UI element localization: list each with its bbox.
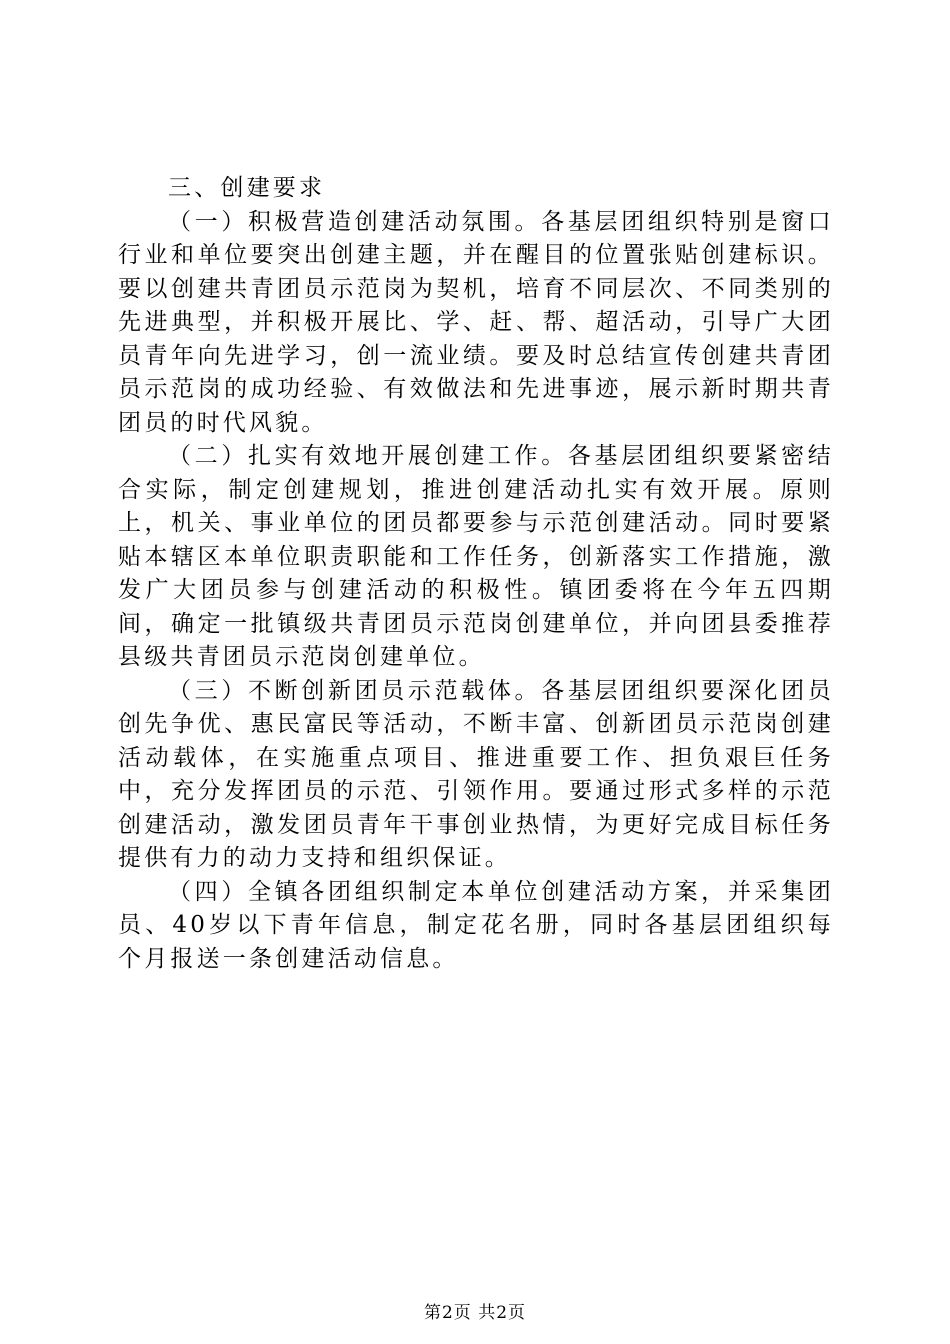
paragraph-2: （二）扎实有效地开展创建工作。各基层团组织要紧密结合实际，制定创建规划，推进创建活动扎实有效开展。原则上，机关、事业单位的团员都要参与示范创建活动。同时要紧贴本辖区本单位职责职能和工作任务，创新落实工作措施，激发广大团员参与创建活动的积极性。镇团委将在今年五四期间，确定一批镇级共青团员示范岗创建单位，并向团县委推荐县级共青团员示范岗创建单位。 bbox=[118, 443, 834, 670]
document-body bbox=[118, 172, 834, 976]
paragraph-3: （三）不断创新团员示范载体。各基层团组织要深化团员创先争优、惠民富民等活动，不断丰富、创新团员示范岗创建活动载体，在实施重点项目、推进重要工作、担负艰巨任务中，充分发挥团员的示范、引领作用。要通过形式多样的示范创建活动，激发团员青年干事创业热情，为更好完成目标任务提供有力的动力支持和组织保证。 bbox=[118, 677, 834, 871]
paragraph-4: （四）全镇各团组织制定本单位创建活动方案，并采集团员、40岁以下青年信息，制定花名册，同时各基层团组织每个月报送一条创建活动信息。 bbox=[118, 878, 834, 972]
page-footer: 第2页 共2页 bbox=[423, 1303, 527, 1323]
paragraph-1: （一）积极营造创建活动氛围。各基层团组织特别是窗口行业和单位要突出创建主题，并在醒目的位置张贴创建标识。要以创建共青团员示范岗为契机，培育不同层次、不同类别的先进典型，并积极开展比、学、赶、帮、超活动，引导广大团员青年向先进学习，创一流业绩。要及时总结宣传创建共青团员示范岗的成功经验、有效做法和先进事迹，展示新时期共青团员的时代风貌。 bbox=[118, 208, 834, 436]
section-heading: 三、创建要求 bbox=[168, 175, 326, 201]
